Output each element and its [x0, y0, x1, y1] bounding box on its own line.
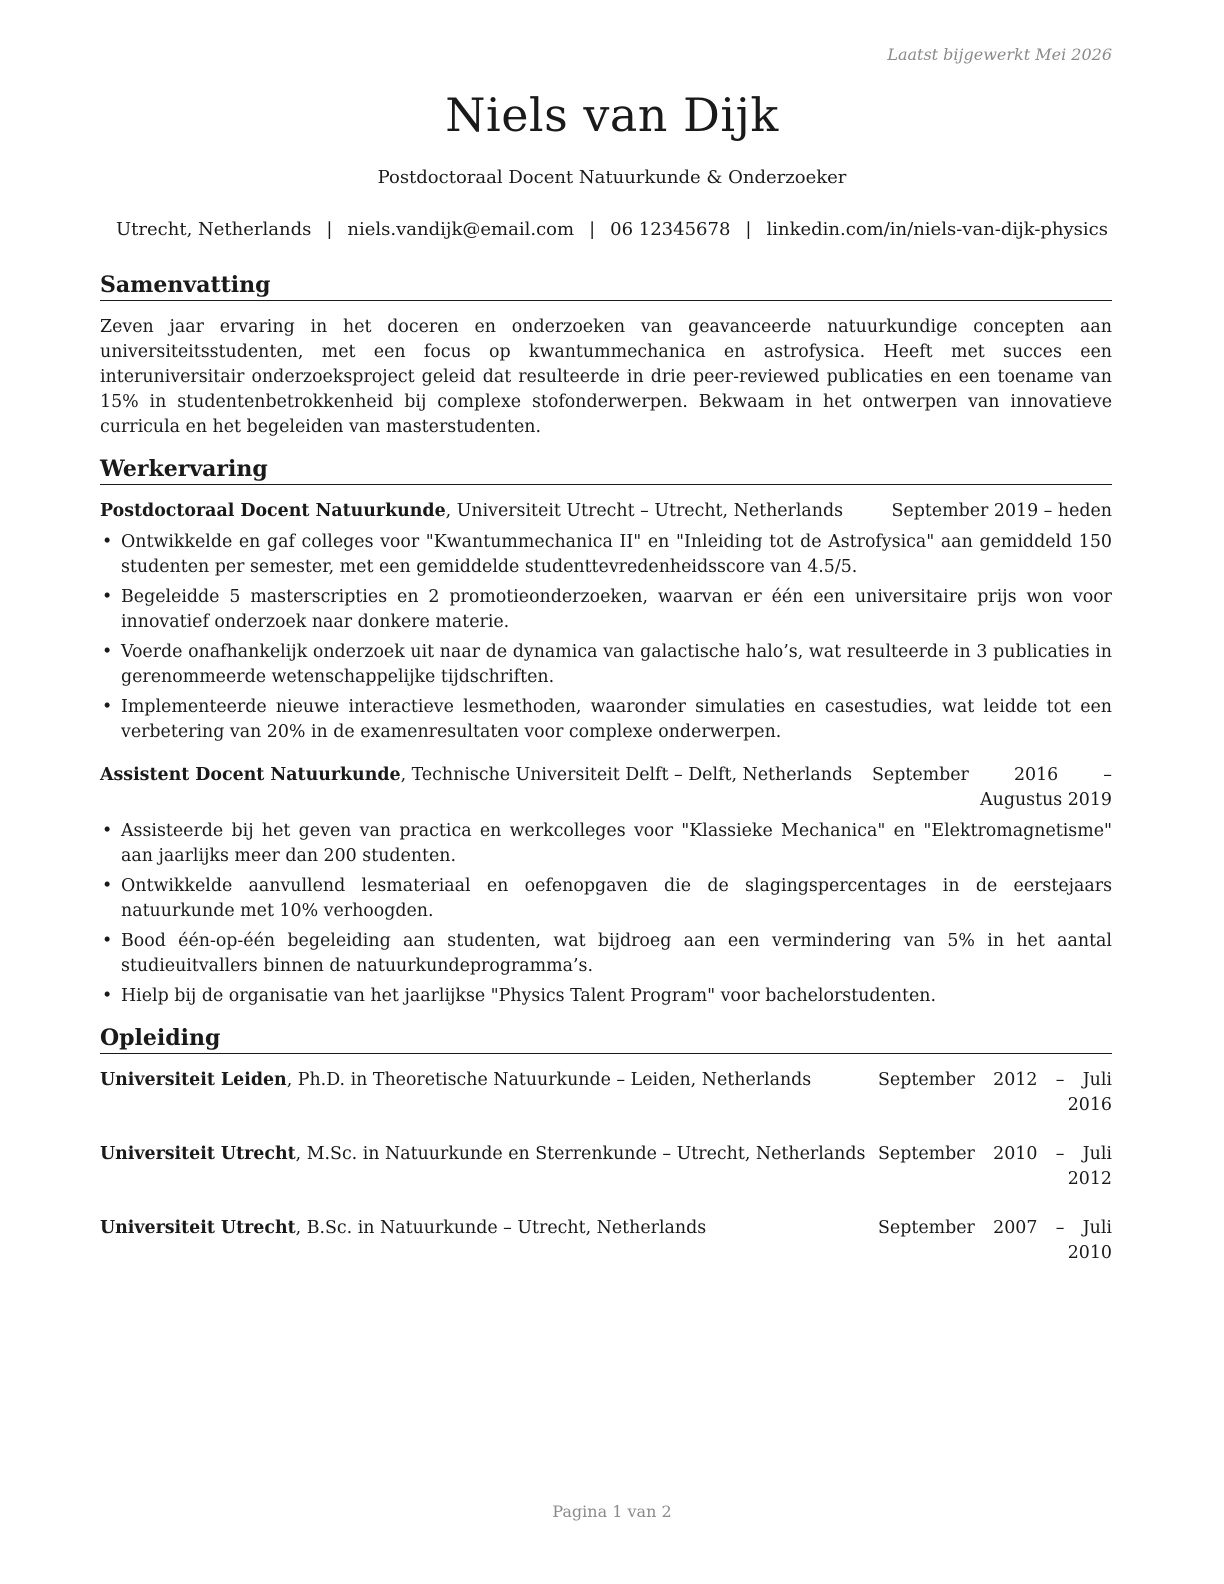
- education-entry: [100, 1216, 1112, 1266]
- entry-dates: September 2019 – heden: [891, 501, 1112, 521]
- entry-role: Assistent Docent Natuurkunde: [100, 765, 401, 785]
- resume-content: [100, 270, 1112, 1266]
- contact-location: Utrecht, Netherlands: [116, 219, 312, 240]
- summary-text: Zeven jaar ervaring in het doceren en onderzoeken van geavanceerde natuurkundige concepten aan universiteitsstudenten, met een focus op kwantummechanica en astrofysica. Heeft met succes een interuniversitair onderzoeksproject geleid dat resulteerde in drie peer-reviewed publicaties en een toename van 15% in studentenbetrokkenheid bij complexe stofonderwerpen. Bekwaam in het ontwerpen van innovatieve curricula en het begeleiden van masterstudenten.: [100, 317, 1112, 437]
- education-section: [100, 1023, 1112, 1266]
- summary-section: [100, 270, 1112, 440]
- bullet-item: • Bood één-op-één begeleiding aan studenten, wat bijdroeg aan een vermindering van 5% in het aantal studieuitvallers binnen de natuurkundeprogramma’s.: [100, 929, 1112, 979]
- entry-title: [100, 499, 892, 524]
- entry-school: Universiteit Utrecht: [100, 1144, 296, 1164]
- education-entry: [100, 1142, 1112, 1192]
- entry-org: , Universiteit Utrecht – Utrecht, Netherlands: [445, 501, 844, 521]
- experience-section: [100, 454, 1112, 1009]
- entry-dates: [878, 1142, 1112, 1192]
- entry-role: Postdoctoraal Docent Natuurkunde: [100, 501, 446, 521]
- entry-degree: , B.Sc. in Natuurkunde – Utrecht, Netherlands: [295, 1218, 707, 1238]
- experience-entry: [100, 763, 1112, 1009]
- bullet-list: [100, 530, 1112, 745]
- entry-org: , Technische Universiteit Delft – Delft, Netherlands: [400, 765, 852, 785]
- bullet-item: • Ontwikkelde en gaf colleges voor "Kwantummechanica II" en "Inleiding tot de Astrofysica" aan gemiddeld 150 studenten per semester, met een gemiddelde studenttevredenheidsscore van 4.5/5.: [100, 530, 1112, 580]
- section-title-education: Opleiding: [100, 1023, 1112, 1054]
- entry-dates: [878, 1068, 1112, 1118]
- entry-school: Universiteit Utrecht: [100, 1218, 296, 1238]
- bullet-item: • Ontwikkelde aanvullend lesmateriaal en oefenopgaven die de slagingspercentages in de eerstejaars natuurkunde met 10% verhoogden.: [100, 874, 1112, 924]
- bullet-item: • Begeleidde 5 masterscripties en 2 promotieonderzoeken, waarvan er één een universitaire prijs won voor innovatief onderzoek naar donkere materie.: [100, 585, 1112, 635]
- contact-separator: |: [589, 219, 596, 240]
- entry-dates-line: 2012: [1067, 1169, 1112, 1189]
- education-entry: [100, 1068, 1112, 1118]
- entry-school: Universiteit Leiden: [100, 1070, 287, 1090]
- entry-dates-line: September 2007 – Juli: [878, 1218, 1112, 1238]
- bullet-list: [100, 819, 1112, 1009]
- bullet-item: • Voerde onafhankelijk onderzoek uit naar de dynamica van galactische halo’s, wat resulteerde in 3 publicaties in gerenommeerde wetenschappelijke tijdschriften.: [100, 640, 1112, 690]
- entry-dates: September 2016 – Augustus 2019: [872, 765, 1112, 810]
- entry-degree: , Ph.D. in Theoretische Natuurkunde – Leiden, Netherlands: [286, 1070, 812, 1090]
- entry-dates: [878, 1216, 1112, 1266]
- entry-dates-line: 2010: [1067, 1243, 1112, 1263]
- entry-dates-line: September 2010 – Juli: [878, 1144, 1112, 1164]
- contact-line: [0, 219, 1224, 240]
- entry-header: [100, 499, 1112, 524]
- contact-separator: |: [745, 219, 752, 240]
- job-title: Postdoctoraal Docent Natuurkunde & Onderzoeker: [377, 167, 847, 188]
- bullet-item: • Implementeerde nieuwe interactieve lesmethoden, waaronder simulaties en casestudies, wat leidde tot een verbetering van 20% in de examenresultaten voor complexe onderwerpen.: [100, 695, 1112, 745]
- person-name: Niels van Dijk: [445, 88, 779, 142]
- entry-title: [100, 1216, 878, 1241]
- last-updated: Laatst bijgewerkt Mei 2026: [887, 45, 1112, 64]
- entry-dates-line: 2016: [1067, 1095, 1112, 1115]
- experience-entry: [100, 499, 1112, 745]
- entry-degree: , M.Sc. in Natuurkunde en Sterrenkunde – Utrecht, Netherlands: [295, 1144, 866, 1164]
- section-title-summary: Samenvatting: [100, 270, 1112, 301]
- bullet-item: • Assisteerde bij het geven van practica en werkcolleges voor "Klassieke Mechanica" en "Elektromagnetisme" aan jaarlijks meer dan 200 studenten.: [100, 819, 1112, 869]
- entry-title: [100, 1142, 878, 1167]
- page-number: Pagina 1 van 2: [552, 1502, 672, 1521]
- section-title-experience: Werkervaring: [100, 454, 1112, 485]
- contact-phone: 06 12345678: [610, 219, 731, 240]
- bullet-item: • Hielp bij de organisatie van het jaarlijkse "Physics Talent Program" voor bachelorstudenten.: [100, 984, 1112, 1009]
- contact-separator: |: [326, 219, 333, 240]
- contact-email: niels.vandijk@email.com: [347, 219, 575, 240]
- entry-header: [100, 763, 1112, 813]
- entry-title: [100, 763, 872, 788]
- entry-title: [100, 1068, 878, 1093]
- contact-linkedin: linkedin.com/in/niels-van-dijk-physics: [766, 219, 1108, 240]
- entry-dates-line: September 2012 – Juli: [878, 1070, 1112, 1090]
